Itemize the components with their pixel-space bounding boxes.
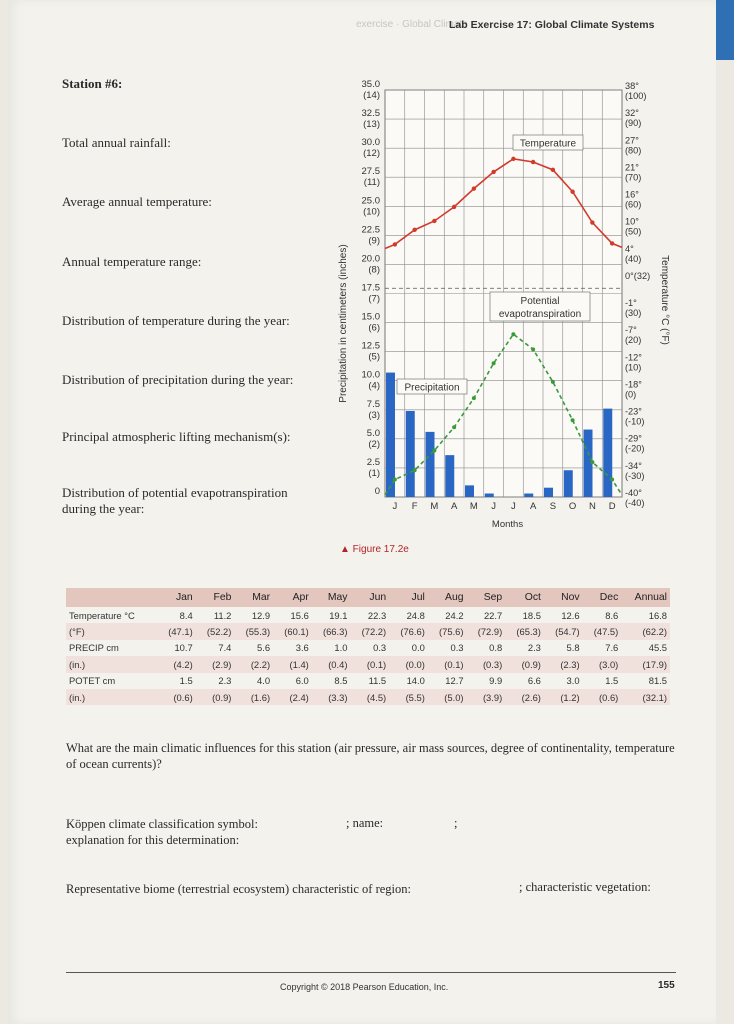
pet-point	[393, 478, 397, 482]
left-axis-title: Precipitation in centimeters (inches)	[338, 244, 349, 403]
climate-data-table	[66, 588, 670, 705]
right-tick-f: (80)	[625, 145, 642, 156]
table-cell: (0.9)	[505, 656, 544, 672]
left-tick-cm: 10.0	[361, 369, 380, 381]
table-cell: 7.4	[218, 642, 232, 654]
question-precipitation-distribution: Distribution of precipitation during the year:	[62, 372, 294, 387]
table-cell: 45.5	[648, 642, 667, 654]
right-tick-c: -18°	[625, 379, 642, 390]
left-tick-cm: 30.0	[361, 137, 380, 149]
right-tick-c: 38°	[625, 81, 639, 91]
table-cell: 3.0	[566, 675, 580, 687]
table-row-label: Temperature °C	[69, 609, 135, 621]
table-cell: (17.9)	[621, 656, 670, 672]
koppen-explanation-label: explanation for this determination:	[66, 833, 240, 847]
table-cell: 9.9	[489, 675, 503, 687]
left-tick-in: (12)	[363, 148, 380, 160]
table-row-label: (in.)	[66, 656, 157, 672]
pet-label-line2: evapotranspiration	[498, 309, 582, 320]
table-cell: (0.1)	[428, 656, 467, 672]
x-axis-title: Months	[491, 519, 524, 530]
table-cell: (75.6)	[428, 623, 467, 639]
month-label: F	[411, 501, 418, 512]
table-cell: 1.5	[179, 675, 193, 687]
table-cell: 11.5	[368, 675, 387, 687]
left-tick-cm: 15.0	[361, 311, 380, 323]
left-tick-in: (6)	[368, 322, 380, 334]
month-label: S	[549, 501, 557, 512]
table-cell: (47.1)	[157, 623, 196, 639]
right-tick-f: (-30)	[625, 470, 645, 481]
left-tick-in: (9)	[368, 235, 380, 247]
table-cell: (2.3)	[544, 656, 583, 672]
temperature-point	[452, 205, 456, 209]
table-header-jan: Jan	[157, 588, 196, 607]
table-cell: 4.0	[257, 675, 271, 687]
table-cell: 12.7	[445, 675, 464, 687]
table-cell: (72.9)	[467, 623, 506, 639]
table-cell: 0.8	[489, 642, 503, 654]
month-label: M	[469, 501, 478, 512]
table-header-jun: Jun	[350, 588, 389, 607]
question-total-rainfall: Total annual rainfall:	[62, 135, 171, 150]
koppen-semicolon: ;	[454, 816, 458, 830]
table-cell: (4.2)	[157, 656, 196, 672]
left-tick-in: (5)	[368, 351, 380, 363]
precipitation-bar	[465, 485, 474, 497]
left-tick-cm: 2.5	[366, 456, 380, 468]
left-tick-cm: 25.0	[361, 195, 380, 207]
koppen-symbol-label: Köppen climate classification symbol:	[66, 817, 258, 831]
precipitation-bar	[524, 494, 533, 497]
table-cell: (65.3)	[505, 623, 544, 639]
table-cell: (0.3)	[467, 656, 506, 672]
month-label: J	[491, 501, 496, 512]
precipitation-bar	[564, 470, 573, 497]
table-row	[66, 640, 670, 656]
table-row-label: PRECIP cm	[69, 642, 119, 654]
table-cell: (76.6)	[389, 623, 428, 639]
table-cell: (1.6)	[234, 689, 273, 705]
table-cell: (0.6)	[157, 689, 196, 705]
table-cell: (0.6)	[583, 689, 622, 705]
temperature-point	[412, 228, 416, 232]
table-cell: (2.4)	[273, 689, 312, 705]
left-tick-cm: 12.5	[361, 340, 380, 352]
left-tick-in: (14)	[363, 90, 380, 101]
table-cell: 24.8	[406, 609, 425, 621]
table-cell: (3.3)	[312, 689, 351, 705]
left-tick-in: (13)	[363, 119, 380, 131]
precipitation-label: Precipitation	[404, 382, 460, 394]
temperature-point	[432, 219, 436, 223]
right-tick-c: 10°	[625, 216, 639, 227]
precipitation-bar	[603, 409, 612, 497]
table-row	[66, 656, 670, 672]
table-cell: 8.5	[334, 675, 348, 687]
table-cell: 0.0	[411, 642, 425, 654]
left-tick-cm: 20.0	[361, 253, 380, 265]
table-cell: 24.2	[445, 609, 464, 621]
table-cell: 22.3	[367, 609, 387, 621]
question-temperature-range: Annual temperature range:	[62, 254, 202, 269]
right-tick-f: (30)	[625, 308, 642, 319]
left-tick-cm: 17.5	[361, 282, 380, 294]
table-row-label: POTET cm	[69, 675, 116, 687]
table-header-corner	[66, 588, 157, 607]
month-label: A	[529, 501, 537, 512]
month-label: M	[430, 501, 439, 512]
table-cell: (32.1)	[621, 689, 670, 705]
question-pet-distribution-line1: Distribution of potential evapotranspiration	[62, 485, 288, 500]
left-tick-cm: 32.5	[361, 108, 380, 120]
table-cell: 81.5	[648, 675, 667, 687]
precipitation-bar	[544, 488, 553, 497]
pet-point	[452, 425, 456, 429]
temperature-point	[472, 186, 476, 190]
right-tick-c: -40°	[625, 488, 642, 498]
temperature-point	[551, 168, 555, 172]
table-cell: (72.2)	[350, 623, 389, 639]
question-lifting-mechanism: Principal atmospheric lifting mechanism(s):	[62, 429, 291, 444]
table-cell: 15.6	[290, 609, 309, 621]
left-tick-in: (1)	[368, 467, 380, 479]
precipitation-bar	[406, 411, 415, 497]
temperature-point	[610, 241, 614, 245]
right-tick-f: (-40)	[625, 498, 645, 508]
table-row	[66, 689, 670, 705]
table-cell: 12.6	[561, 609, 580, 621]
temperature-point	[531, 160, 535, 164]
table-cell: 2.3	[218, 675, 232, 687]
precipitation-bar	[445, 455, 454, 497]
table-cell: 22.7	[483, 609, 503, 621]
footer-rule	[66, 972, 676, 973]
right-tick-f: (-10)	[625, 416, 645, 427]
month-tick-labels	[393, 501, 616, 530]
temperature-point	[590, 220, 594, 224]
table-cell: (52.2)	[196, 623, 235, 639]
left-tick-in: (3)	[368, 409, 380, 421]
right-axis-ticks	[625, 81, 670, 508]
table-header-mar: Mar	[234, 588, 273, 607]
temperature-label: Temperature	[519, 138, 577, 150]
table-cell: 6.6	[527, 675, 541, 687]
precipitation-bar	[426, 432, 435, 497]
table-cell: (54.7)	[544, 623, 583, 639]
page-number: 155	[658, 980, 675, 991]
table-cell: (66.3)	[312, 623, 351, 639]
table-cell: (0.1)	[350, 656, 389, 672]
table-cell: 18.5	[522, 609, 541, 621]
table-cell: 19.1	[329, 609, 348, 621]
table-cell: 11.2	[213, 609, 232, 621]
month-label: D	[608, 501, 616, 512]
table-cell: (55.3)	[234, 623, 273, 639]
right-tick-f: (100)	[625, 91, 647, 101]
month-label: J	[392, 501, 398, 512]
table-row-label: (in.)	[66, 689, 157, 705]
right-tick-f: (10)	[625, 362, 642, 373]
table-cell: 3.6	[295, 642, 309, 654]
table-cell: (2.2)	[234, 656, 273, 672]
left-tick-in: (8)	[368, 264, 380, 276]
left-tick-in: (7)	[368, 293, 380, 305]
temperature-point	[491, 170, 495, 174]
question-pet-distribution-line2: during the year:	[62, 501, 145, 516]
right-tick-f: (-20)	[625, 443, 645, 454]
pet-point	[610, 478, 614, 482]
right-tick-f: (90)	[625, 118, 642, 129]
table-cell: 16.8	[648, 609, 667, 621]
right-tick-f: (60)	[625, 199, 642, 210]
table-cell: 1.0	[334, 642, 348, 654]
pet-point	[531, 347, 535, 351]
left-tick-in: (2)	[368, 438, 380, 450]
month-label: N	[588, 501, 596, 512]
pet-point	[571, 418, 575, 422]
table-row-label: (°F)	[66, 623, 157, 639]
copyright-text: Copyright © 2018 Pearson Education, Inc.	[280, 982, 449, 992]
table-cell: (1.4)	[273, 656, 312, 672]
table-header-apr: Apr	[273, 588, 312, 607]
koppen-name-label: ; name:	[346, 816, 384, 830]
header-bleed-text: exercise · Global Climate	[356, 19, 468, 30]
table-cell: 7.6	[605, 642, 619, 654]
left-tick-cm: 0	[374, 486, 380, 497]
table-cell: (47.5)	[583, 623, 622, 639]
temperature-point	[570, 190, 574, 194]
right-axis-title: Temperature °C (°F)	[659, 255, 670, 345]
table-cell: 2.3	[527, 642, 541, 654]
right-tick-c: -12°	[625, 352, 642, 363]
pet-point	[492, 361, 496, 365]
table-cell: 6.0	[295, 675, 309, 687]
month-label: J	[511, 501, 516, 512]
left-tick-cm: 22.5	[361, 224, 380, 236]
climatic-influences-question: What are the main climatic influences for this station (air pressure, air mass sources, degree of continentality, temperature of ocean currents)?	[66, 741, 675, 771]
table-cell: (60.1)	[273, 623, 312, 639]
left-tick-in: (4)	[368, 380, 380, 392]
question-temperature-distribution: Distribution of temperature during the year:	[62, 313, 290, 328]
pet-point	[511, 332, 515, 336]
table-cell: 5.6	[257, 642, 271, 654]
table-row	[66, 623, 670, 639]
table-header-nov: Nov	[544, 588, 583, 607]
table-cell: (5.5)	[389, 689, 428, 705]
right-tick-c: -1°	[625, 298, 637, 309]
left-tick-cm: 7.5	[366, 398, 380, 410]
table-cell: (5.0)	[428, 689, 467, 705]
table-cell: 5.8	[566, 642, 580, 654]
right-tick-c: -34°	[625, 460, 642, 471]
table-cell: (4.5)	[350, 689, 389, 705]
temperature-point	[393, 242, 397, 246]
right-tick-f: (40)	[625, 253, 642, 264]
figure-caption: ▲ Figure 17.2e	[340, 544, 409, 555]
right-tick-f: (0)	[625, 389, 637, 400]
right-tick-c: -7°	[625, 325, 637, 336]
pet-point	[472, 396, 476, 400]
table-header-annual: Annual	[621, 588, 670, 607]
table-cell: 0.3	[373, 642, 387, 654]
page-header-title: Lab Exercise 17: Global Climate Systems	[449, 19, 655, 31]
table-header-feb: Feb	[196, 588, 235, 607]
table-header-row	[66, 588, 670, 607]
month-label: O	[568, 501, 577, 512]
temperature-point	[511, 157, 515, 161]
left-tick-in: (11)	[363, 177, 380, 189]
table-cell: (3.9)	[467, 689, 506, 705]
right-tick-c: -29°	[625, 433, 642, 444]
month-label: A	[450, 501, 458, 512]
right-tick-f: (70)	[625, 172, 642, 183]
left-tick-in: (10)	[363, 206, 380, 218]
pet-point	[432, 448, 436, 452]
left-tick-cm: 5.0	[366, 427, 380, 439]
pet-point	[551, 380, 555, 384]
pet-point	[590, 460, 594, 464]
table-cell: (62.2)	[621, 623, 670, 639]
table-cell: (2.9)	[196, 656, 235, 672]
vegetation-label: ; characteristic vegetation:	[519, 880, 651, 894]
pet-point	[413, 468, 417, 472]
table-header-oct: Oct	[505, 588, 544, 607]
station-label: Station #6:	[62, 76, 123, 91]
table-cell: 1.5	[605, 675, 619, 687]
right-tick-f: (50)	[625, 226, 642, 237]
table-header-jul: Jul	[389, 588, 428, 607]
table-cell: 10.7	[174, 642, 193, 654]
table-cell: 12.9	[251, 609, 271, 621]
table-cell: (0.4)	[312, 656, 351, 672]
right-tick-c: -23°	[625, 406, 642, 417]
table-row	[66, 607, 670, 623]
table-cell: (0.9)	[196, 689, 235, 705]
right-tick-c: 32°	[625, 108, 639, 119]
koppen-prompt	[66, 816, 258, 848]
right-tick-c: 16°	[625, 189, 639, 200]
table-cell: (2.6)	[505, 689, 544, 705]
question-avg-temperature: Average annual temperature:	[62, 194, 212, 209]
table-cell: 0.3	[450, 642, 464, 654]
left-tick-cm: 35.0	[361, 79, 380, 90]
table-cell: 8.4	[179, 609, 193, 621]
table-cell: (1.2)	[544, 689, 583, 705]
left-tick-cm: 27.5	[361, 166, 380, 178]
table-row	[66, 673, 670, 689]
right-tick-c: 0°(32)	[625, 270, 651, 281]
table-header-may: May	[312, 588, 351, 607]
biome-label: Representative biome (terrestrial ecosystem) characteristic of region:	[66, 882, 411, 896]
table-cell: 8.6	[605, 609, 619, 621]
right-tick-f: (20)	[625, 335, 642, 346]
right-tick-c: 4°	[625, 243, 634, 254]
right-tick-c: 21°	[625, 162, 639, 173]
table-cell: 14.0	[406, 675, 425, 687]
pet-label-line1: Potential	[520, 296, 560, 307]
precipitation-bar	[485, 494, 494, 497]
table-header-sep: Sep	[467, 588, 506, 607]
left-axis-ticks	[338, 79, 380, 497]
table-cell: (0.0)	[389, 656, 428, 672]
table-header-aug: Aug	[428, 588, 467, 607]
right-tick-c: 27°	[625, 135, 639, 146]
table-cell: (3.0)	[583, 656, 622, 672]
table-header-dec: Dec	[583, 588, 622, 607]
